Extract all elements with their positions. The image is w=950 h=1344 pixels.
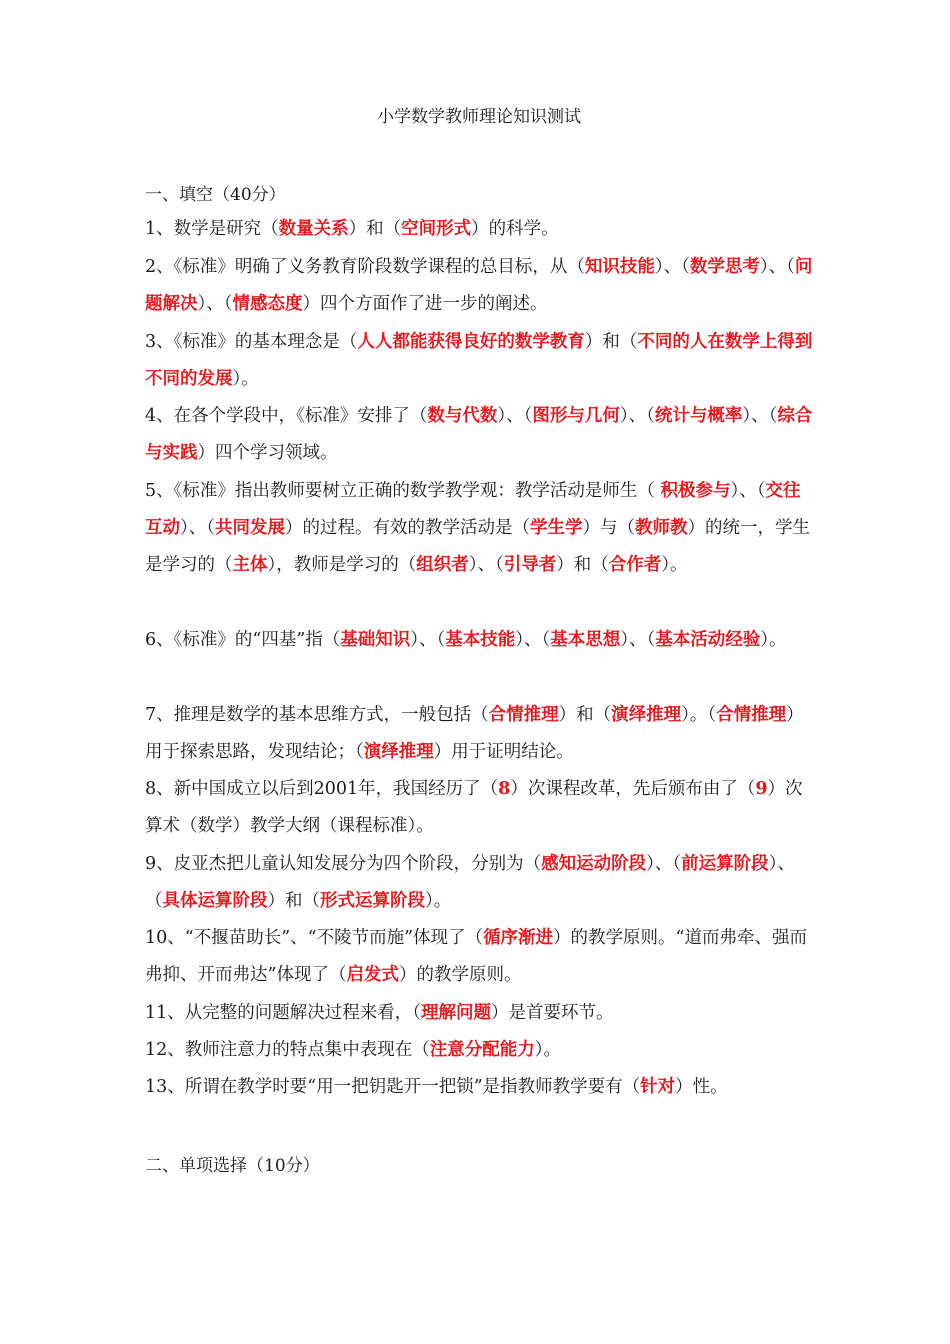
answer-text: 演绎推理 (611, 705, 682, 725)
question-text: ）。 (534, 1040, 562, 1060)
question-text: ）、（ (468, 555, 504, 575)
answer-text: 针对 (640, 1077, 676, 1097)
question-10 (145, 920, 813, 994)
answer-text: 9 (755, 779, 768, 799)
question-11 (145, 995, 813, 1032)
question-text: ）。（ (681, 705, 717, 725)
question-text: ）。 (760, 630, 787, 650)
answer-text: 知识技能 (584, 257, 655, 277)
question-text: 6、《标准》的“四基”指（ (145, 630, 341, 650)
question-4 (145, 398, 813, 472)
answer-text: 合情推理 (716, 705, 787, 725)
answer-text: 合情推理 (488, 705, 559, 725)
answer-text: 形式运算阶段 (320, 891, 425, 911)
question-text: ）、（ (497, 406, 533, 426)
answer-text: 学生学 (530, 518, 583, 538)
question-text: ）、（ (180, 518, 215, 538)
question-text: ）性。 (675, 1077, 728, 1097)
answer-text: 交往互动 (145, 481, 801, 538)
question-1 (145, 211, 813, 248)
answer-text: 感知运动阶段 (541, 854, 647, 874)
question-text: 12、教师注意力的特点集中表现在（ (145, 1040, 430, 1060)
question-text: ）的统一，学生是学习的（ (145, 518, 810, 575)
question-text: 3、《标准》的基本理念是（ (145, 332, 358, 352)
question-text: ）次算术（数学）教学大纲（课程标准）。 (145, 779, 803, 836)
answer-text: 不同的人在数学上得到不同的发展 (145, 332, 813, 389)
question-3 (145, 324, 813, 398)
question-text: 13、所谓在教学时要“用一把钥匙开一把锁”是指教师教学要有（ (145, 1077, 641, 1097)
answer-text: 具体运算阶段 (162, 891, 268, 911)
question-text: 10、“不揠苗助长”、“不陵节而施”体现了（ (145, 928, 484, 948)
question-text: ）、（ (759, 257, 795, 277)
question-text: ）的教学原则。 (398, 965, 522, 985)
question-text: 9、皮亚杰把儿童认知发展分为四个阶段，分别为（ (145, 854, 542, 874)
question-text: ）和（ (558, 705, 612, 725)
question-text: 7、推理是数学的基本思维方式，一般包括（ (145, 705, 489, 725)
answer-text: 前运算阶段 (681, 854, 769, 874)
answer-text: 积极参与 (660, 481, 731, 501)
question-text: ），教师是学习的（ (267, 555, 417, 575)
question-text: ）、（ (197, 294, 233, 314)
answer-text: 问题解决 (145, 257, 813, 314)
answer-text: 注意分配能力 (429, 1040, 535, 1060)
answer-text: 8 (498, 779, 511, 799)
answer-text: 图形与几何 (532, 406, 620, 426)
answer-text: 数学思考 (689, 257, 760, 277)
question-text: 1、数学是研究（ (145, 219, 279, 239)
answer-text: 教师教 (635, 518, 688, 538)
question-text: ）和（ (556, 555, 609, 575)
answer-text: 组织者 (416, 555, 469, 575)
question-13 (145, 1069, 813, 1106)
answer-text: 启发式 (346, 965, 399, 985)
question-text: ）、（ (646, 854, 682, 874)
question-text: ）、（ (730, 481, 766, 501)
question-text: ）四个方面作了进一步的阐述。 (302, 294, 548, 314)
question-text: ）和（ (348, 219, 402, 239)
question-text: ）的过程。有效的教学活动是（ (285, 518, 530, 538)
question-text: ）。 (425, 891, 452, 911)
question-6 (145, 622, 813, 659)
question-text: 2、《标准》明确了义务教育阶段数学课程的总目标，从（ (145, 257, 585, 277)
answer-text: 理解问题 (421, 1003, 492, 1023)
section-heading-single-choice: 二、单项选择（10分） (145, 1156, 320, 1176)
question-text: ）、（ (145, 854, 795, 911)
answer-text: 情感态度 (232, 294, 303, 314)
section-heading-fill-in: 一、填空（40分） (145, 185, 286, 205)
document-title: 小学数学教师理论知识测试 (377, 107, 581, 127)
answer-text: 人人都能获得良好的数学教育 (357, 332, 585, 352)
question-text: ）和（ (267, 891, 320, 911)
answer-text: 基本活动经验 (655, 630, 761, 650)
answer-text: 合作者 (608, 555, 662, 575)
question-7 (145, 697, 813, 771)
question-text: 8、新中国成立以后到2001年，我国经历了（ (145, 779, 499, 799)
question-text: ）和（ (584, 332, 638, 352)
question-text: ）。 (661, 555, 688, 575)
question-text: ）。 (232, 369, 259, 389)
question-text: ）、（ (619, 406, 655, 426)
answer-text: 演绎推理 (363, 742, 434, 762)
question-text: 5、《标准》指出教师要树立正确的数学教学观：教学活动是师生（ (145, 481, 661, 501)
question-2 (145, 249, 813, 323)
question-text: ）是首要环节。 (491, 1003, 614, 1023)
answer-text: 空间形式 (401, 219, 472, 239)
answer-text: 数与代数 (427, 406, 498, 426)
answer-text: 综合与实践 (145, 406, 813, 463)
answer-text: 基本思想 (550, 630, 621, 650)
question-text: 4、在各个学段中，《标准》安排了（ (145, 406, 428, 426)
question-9 (145, 846, 813, 920)
question-text: ）、（ (515, 630, 551, 650)
question-text: ）的科学。 (471, 219, 559, 239)
answer-text: 基本技能 (445, 630, 516, 650)
question-text: ）、（ (620, 630, 656, 650)
answer-text: 循序渐进 (483, 928, 554, 948)
answer-text: 共同发展 (215, 518, 285, 538)
question-text: ）用于探索思路，发现结论；（ (145, 705, 804, 762)
question-5 (145, 473, 813, 584)
question-text: ）次课程改革，先后颁布由了（ (510, 779, 756, 799)
question-text: ）四个学习领域。 (197, 443, 338, 463)
question-text: 11、从完整的问题解决过程来看，（ (145, 1003, 422, 1023)
answer-text: 主体 (232, 555, 268, 575)
question-text: ）的教学原则。“道而弗牵、强而弗抑、开而弗达”体现了（ (145, 928, 808, 985)
answer-text: 数量关系 (278, 219, 349, 239)
question-text: ）、（ (742, 406, 778, 426)
question-text: ）、（ (654, 257, 690, 277)
question-12 (145, 1032, 813, 1069)
question-8 (145, 771, 813, 845)
answer-text: 引导者 (503, 555, 557, 575)
answer-text: 基础知识 (340, 630, 411, 650)
question-text: ）、（ (410, 630, 446, 650)
question-text: ）用于证明结论。 (433, 742, 574, 762)
answer-text: 统计与概率 (654, 406, 743, 426)
question-text: ）与（ (582, 518, 635, 538)
